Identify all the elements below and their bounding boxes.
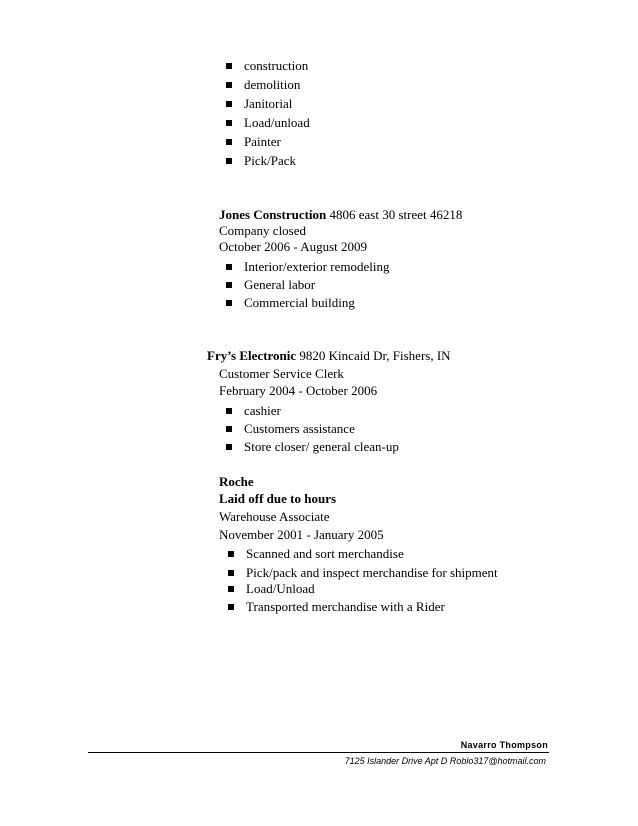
bullet-square-icon <box>228 570 234 576</box>
company-name: Jones Construction <box>219 207 327 222</box>
job-heading <box>207 348 451 364</box>
job-title: Customer Service Clerk <box>219 366 344 381</box>
bullet-square-icon <box>226 82 232 88</box>
job-dates: February 2004 - October 2006 <box>219 383 378 398</box>
bullet-square-icon <box>226 426 232 432</box>
footer-divider <box>88 752 549 753</box>
job-dates: October 2006 - August 2009 <box>219 239 368 254</box>
bullet-square-icon <box>226 120 232 126</box>
bullet-square-icon <box>228 604 234 610</box>
footer-name: Navarro Thompson <box>460 740 548 750</box>
job-heading <box>219 207 462 223</box>
bullet-square-icon <box>226 101 232 107</box>
bullet-square-icon <box>226 282 232 288</box>
bullet-square-icon <box>226 264 232 270</box>
resume-page: construction demolition Janitorial Load/unload Painter Pick/Pack Jones Construction 4806 east 30 street 46218 Company closed October 2006 - August 2009 Interior/exterior remodeling General labor Commercial building Fry’s Electronic 9820 Kincaid Dr, Fishers, IN Customer Service Clerk February 2004 - October 2006 cashier Customers assistance Store closer/ general clean-up Roche Laid off due to hours Warehouse Associate November 2001 - January 2005 Scanned and sort merchandise Pick/pack and inspect merchandise for shipment Load/Unload Transported merchandise with a Rider Navarro Thompson 7125 Islander Drive Apt D Roblo317@hotmail.com <box>0 0 638 826</box>
bullet-square-icon <box>228 551 234 557</box>
bullet-square-icon <box>226 300 232 306</box>
footer-address: 7125 Islander Drive Apt D Roblo317@hotmail.com <box>344 756 546 766</box>
bullet-square-icon <box>228 586 234 592</box>
company-address: 9820 Kincaid Dr, Fishers, IN <box>299 348 451 363</box>
job-note: Laid off due to hours <box>219 491 337 506</box>
bullet-square-icon <box>226 444 232 450</box>
bullet-square-icon <box>226 63 232 69</box>
bullet-square-icon <box>226 408 232 414</box>
bullet-square-icon <box>226 158 232 164</box>
bullet-square-icon <box>226 139 232 145</box>
job-status: Company closed <box>219 223 307 238</box>
company-address: 4806 east 30 street 46218 <box>329 207 463 222</box>
company-name: Fry’s Electronic <box>207 348 297 363</box>
job-title: Warehouse Associate <box>219 509 330 524</box>
job-dates: November 2001 - January 2005 <box>219 527 384 542</box>
company-name: Roche <box>219 474 254 489</box>
